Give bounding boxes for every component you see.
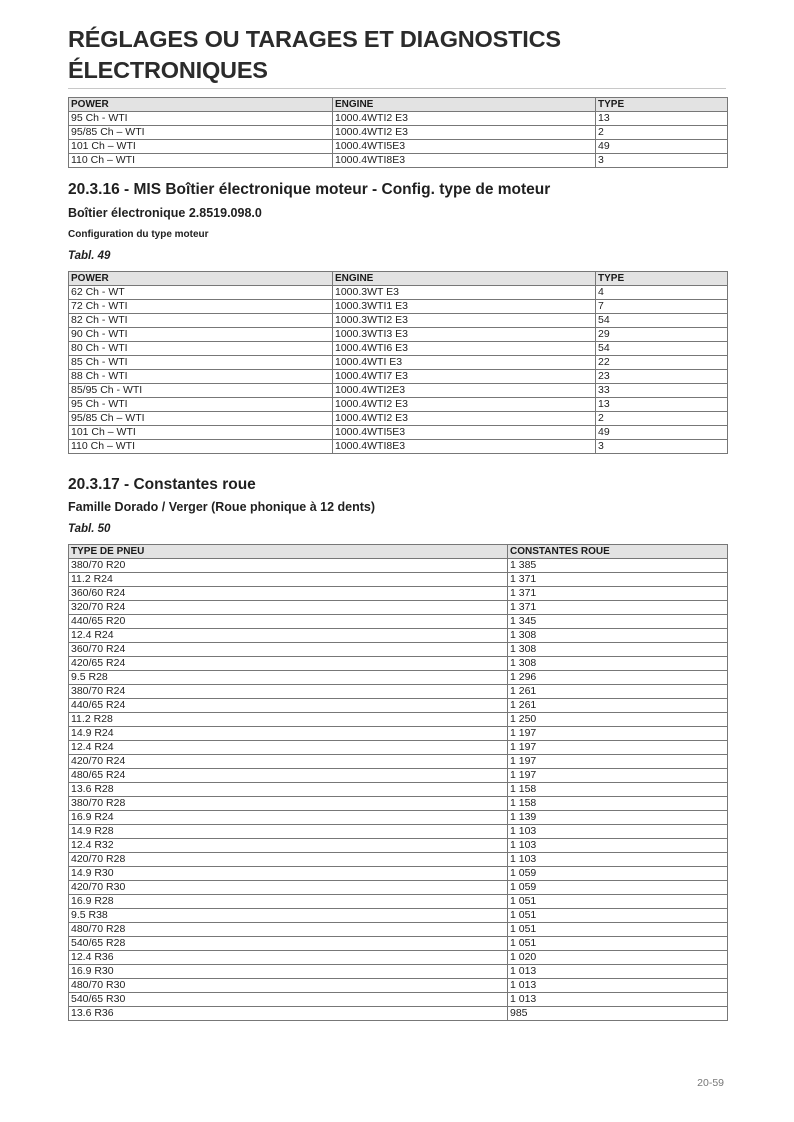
table-cell: 1000.4WTI2 E3 bbox=[333, 112, 596, 126]
table-row bbox=[69, 993, 728, 1007]
table-cell: 480/70 R28 bbox=[69, 923, 508, 937]
table-row bbox=[69, 1007, 728, 1021]
table-cell: 1 197 bbox=[508, 741, 728, 755]
table-cell: 1 158 bbox=[508, 783, 728, 797]
table-cell: 540/65 R30 bbox=[69, 993, 508, 1007]
table-cell: 1 013 bbox=[508, 965, 728, 979]
table-cell: 95/85 Ch – WTI bbox=[69, 412, 333, 426]
table-header-row bbox=[69, 545, 728, 559]
table-cell: 1 308 bbox=[508, 643, 728, 657]
table-cell: 29 bbox=[596, 328, 728, 342]
table-row bbox=[69, 384, 728, 398]
table-cell: 1000.4WTI2 E3 bbox=[333, 126, 596, 140]
table-cell: 95 Ch - WTI bbox=[69, 112, 333, 126]
page-title-line-2: ÉLECTRONIQUES bbox=[68, 57, 268, 83]
table-row bbox=[69, 839, 728, 853]
page-title bbox=[68, 24, 561, 86]
table-row bbox=[69, 356, 728, 370]
table-cell: 1 158 bbox=[508, 797, 728, 811]
table-row bbox=[69, 587, 728, 601]
table-cell: 1 261 bbox=[508, 685, 728, 699]
table-cell: 95/85 Ch – WTI bbox=[69, 126, 333, 140]
table-cell: 1000.3WT E3 bbox=[333, 286, 596, 300]
table-row bbox=[69, 825, 728, 839]
table-cell: 540/65 R28 bbox=[69, 937, 508, 951]
table-row bbox=[69, 881, 728, 895]
table-cell: 360/70 R24 bbox=[69, 643, 508, 657]
table-cell: 1 308 bbox=[508, 657, 728, 671]
table-cell: 101 Ch – WTI bbox=[69, 140, 333, 154]
table-cell: 1000.3WTI1 E3 bbox=[333, 300, 596, 314]
table-cell: 1 197 bbox=[508, 769, 728, 783]
table-row bbox=[69, 154, 728, 168]
table-row bbox=[69, 126, 728, 140]
table-cell: 480/65 R24 bbox=[69, 769, 508, 783]
table-header-row bbox=[69, 272, 728, 286]
table-cell: 1 371 bbox=[508, 587, 728, 601]
table-cell: 13 bbox=[596, 112, 728, 126]
table-row bbox=[69, 699, 728, 713]
table-row bbox=[69, 923, 728, 937]
table-row bbox=[69, 112, 728, 126]
table-cell: 1 139 bbox=[508, 811, 728, 825]
table-cell: 1 250 bbox=[508, 713, 728, 727]
table-cell: 62 Ch - WT bbox=[69, 286, 333, 300]
table-cell: 1000.3WTI3 E3 bbox=[333, 328, 596, 342]
table-row bbox=[69, 412, 728, 426]
table-cell: 82 Ch - WTI bbox=[69, 314, 333, 328]
table-row bbox=[69, 811, 728, 825]
wheel-constants-table bbox=[68, 544, 728, 1021]
table-cell: 440/65 R24 bbox=[69, 699, 508, 713]
table-cell: 12.4 R24 bbox=[69, 629, 508, 643]
table-row bbox=[69, 713, 728, 727]
table-row bbox=[69, 797, 728, 811]
table-cell: 13 bbox=[596, 398, 728, 412]
table-row bbox=[69, 755, 728, 769]
table-row bbox=[69, 867, 728, 881]
table-row bbox=[69, 140, 728, 154]
table-cell: 1 013 bbox=[508, 979, 728, 993]
table-cell: 54 bbox=[596, 314, 728, 328]
table-row bbox=[69, 853, 728, 867]
table-row bbox=[69, 328, 728, 342]
table-cell: 110 Ch – WTI bbox=[69, 440, 333, 454]
table-cell: 3 bbox=[596, 154, 728, 168]
table-cell: 7 bbox=[596, 300, 728, 314]
table-cell: 1 371 bbox=[508, 573, 728, 587]
table-cell: 1 051 bbox=[508, 895, 728, 909]
table-cell: 380/70 R24 bbox=[69, 685, 508, 699]
table-cell: 1000.4WTI2E3 bbox=[333, 384, 596, 398]
table-cell: 85/95 Ch - WTI bbox=[69, 384, 333, 398]
table-cell: 11.2 R24 bbox=[69, 573, 508, 587]
table-row bbox=[69, 671, 728, 685]
subheading-boitier-electronique: Boîtier électronique 2.8519.098.0 bbox=[68, 206, 262, 220]
subheading-famille-dorado-verger: Famille Dorado / Verger (Roue phonique à 12 dents) bbox=[68, 500, 376, 514]
column-header-engine: ENGINE bbox=[333, 272, 596, 286]
table-cell: 13.6 R36 bbox=[69, 1007, 508, 1021]
table-row bbox=[69, 951, 728, 965]
table-cell: 1 013 bbox=[508, 993, 728, 1007]
table-cell: 4 bbox=[596, 286, 728, 300]
table-cell: 16.9 R28 bbox=[69, 895, 508, 909]
table-cell: 420/70 R28 bbox=[69, 853, 508, 867]
table-cell: 110 Ch – WTI bbox=[69, 154, 333, 168]
table-cell: 95 Ch - WTI bbox=[69, 398, 333, 412]
table-cell: 14.9 R30 bbox=[69, 867, 508, 881]
table-cell: 11.2 R28 bbox=[69, 713, 508, 727]
column-header-constantes-roue: CONSTANTES ROUE bbox=[508, 545, 728, 559]
table-row bbox=[69, 286, 728, 300]
table-cell: 360/60 R24 bbox=[69, 587, 508, 601]
table-cell: 320/70 R24 bbox=[69, 601, 508, 615]
engine-type-table-continued bbox=[68, 97, 728, 168]
table-cell: 2 bbox=[596, 412, 728, 426]
section-heading-20-3-16: 20.3.16 - MIS Boîtier électronique moteur - Config. type de moteur bbox=[68, 181, 551, 198]
table-row bbox=[69, 370, 728, 384]
table-cell: 1 308 bbox=[508, 629, 728, 643]
table-cell: 14.9 R28 bbox=[69, 825, 508, 839]
table-caption-tabl-49: Tabl. 49 bbox=[68, 250, 111, 262]
table-cell: 2 bbox=[596, 126, 728, 140]
table-row bbox=[69, 398, 728, 412]
table-cell: 1000.4WTI5E3 bbox=[333, 426, 596, 440]
column-header-type: TYPE bbox=[596, 98, 728, 112]
table-row bbox=[69, 643, 728, 657]
engine-type-configuration-table bbox=[68, 271, 728, 454]
table-row bbox=[69, 601, 728, 615]
table-row bbox=[69, 895, 728, 909]
table-cell: 1000.4WTI8E3 bbox=[333, 440, 596, 454]
table-cell: 33 bbox=[596, 384, 728, 398]
table-cell: 23 bbox=[596, 370, 728, 384]
table-row bbox=[69, 769, 728, 783]
table-row bbox=[69, 909, 728, 923]
column-header-type: TYPE bbox=[596, 272, 728, 286]
table-row bbox=[69, 629, 728, 643]
table-cell: 1 261 bbox=[508, 699, 728, 713]
table-row bbox=[69, 300, 728, 314]
table-cell: 1000.3WTI2 E3 bbox=[333, 314, 596, 328]
table-row bbox=[69, 965, 728, 979]
table-cell: 85 Ch - WTI bbox=[69, 356, 333, 370]
table-cell: 1 103 bbox=[508, 839, 728, 853]
table-row bbox=[69, 657, 728, 671]
table-cell: 12.4 R32 bbox=[69, 839, 508, 853]
subheading-configuration-type-moteur: Configuration du type moteur bbox=[68, 229, 209, 240]
table-cell: 22 bbox=[596, 356, 728, 370]
table-cell: 80 Ch - WTI bbox=[69, 342, 333, 356]
column-header-type-de-pneu: TYPE DE PNEU bbox=[69, 545, 508, 559]
table-cell: 480/70 R30 bbox=[69, 979, 508, 993]
table-cell: 72 Ch - WTI bbox=[69, 300, 333, 314]
table-cell: 1000.4WTI7 E3 bbox=[333, 370, 596, 384]
table-cell: 380/70 R28 bbox=[69, 797, 508, 811]
table-row bbox=[69, 979, 728, 993]
table-cell: 3 bbox=[596, 440, 728, 454]
table-cell: 420/70 R24 bbox=[69, 755, 508, 769]
table-cell: 14.9 R24 bbox=[69, 727, 508, 741]
table-cell: 12.4 R24 bbox=[69, 741, 508, 755]
table-row bbox=[69, 783, 728, 797]
table-cell: 1 103 bbox=[508, 825, 728, 839]
table-cell: 1000.4WTI2 E3 bbox=[333, 412, 596, 426]
table-cell: 9.5 R28 bbox=[69, 671, 508, 685]
table-row bbox=[69, 685, 728, 699]
table-cell: 90 Ch - WTI bbox=[69, 328, 333, 342]
table-cell: 13.6 R28 bbox=[69, 783, 508, 797]
table-cell: 16.9 R30 bbox=[69, 965, 508, 979]
table-cell: 1 051 bbox=[508, 937, 728, 951]
table-row bbox=[69, 741, 728, 755]
table-cell: 88 Ch - WTI bbox=[69, 370, 333, 384]
table-cell: 49 bbox=[596, 426, 728, 440]
table-cell: 1 197 bbox=[508, 727, 728, 741]
title-divider bbox=[68, 88, 726, 89]
table-cell: 1 345 bbox=[508, 615, 728, 629]
table-cell: 1 103 bbox=[508, 853, 728, 867]
table-cell: 1000.4WTI2 E3 bbox=[333, 398, 596, 412]
table-cell: 1 197 bbox=[508, 755, 728, 769]
table-row bbox=[69, 342, 728, 356]
column-header-power: POWER bbox=[69, 272, 333, 286]
table-cell: 380/70 R20 bbox=[69, 559, 508, 573]
table-cell: 420/70 R30 bbox=[69, 881, 508, 895]
table-cell: 420/65 R24 bbox=[69, 657, 508, 671]
table-cell: 1 051 bbox=[508, 909, 728, 923]
table-row bbox=[69, 937, 728, 951]
table-row bbox=[69, 615, 728, 629]
column-header-power: POWER bbox=[69, 98, 333, 112]
table-cell: 1 385 bbox=[508, 559, 728, 573]
table-cell: 1000.4WTI8E3 bbox=[333, 154, 596, 168]
table-row bbox=[69, 559, 728, 573]
table-cell: 9.5 R38 bbox=[69, 909, 508, 923]
table-cell: 1 051 bbox=[508, 923, 728, 937]
page-number: 20-59 bbox=[697, 1077, 724, 1089]
table-cell: 16.9 R24 bbox=[69, 811, 508, 825]
section-heading-20-3-17: 20.3.17 - Constantes roue bbox=[68, 476, 256, 493]
table-cell: 1 059 bbox=[508, 867, 728, 881]
table-row bbox=[69, 440, 728, 454]
table-cell: 1 296 bbox=[508, 671, 728, 685]
table-header-row bbox=[69, 98, 728, 112]
table-cell: 1000.4WTI E3 bbox=[333, 356, 596, 370]
table-cell: 440/65 R20 bbox=[69, 615, 508, 629]
table-cell: 1000.4WTI5E3 bbox=[333, 140, 596, 154]
table-cell: 1 059 bbox=[508, 881, 728, 895]
table-cell: 1 020 bbox=[508, 951, 728, 965]
page-title-line-1: RÉGLAGES OU TARAGES ET DIAGNOSTICS bbox=[68, 26, 561, 52]
table-row bbox=[69, 314, 728, 328]
table-cell: 49 bbox=[596, 140, 728, 154]
table-cell: 54 bbox=[596, 342, 728, 356]
table-row bbox=[69, 573, 728, 587]
table-row bbox=[69, 727, 728, 741]
table-row bbox=[69, 426, 728, 440]
column-header-engine: ENGINE bbox=[333, 98, 596, 112]
table-cell: 101 Ch – WTI bbox=[69, 426, 333, 440]
table-cell: 1000.4WTI6 E3 bbox=[333, 342, 596, 356]
table-cell: 12.4 R36 bbox=[69, 951, 508, 965]
table-cell: 1 371 bbox=[508, 601, 728, 615]
table-cell: 985 bbox=[508, 1007, 728, 1021]
table-caption-tabl-50: Tabl. 50 bbox=[68, 523, 111, 535]
